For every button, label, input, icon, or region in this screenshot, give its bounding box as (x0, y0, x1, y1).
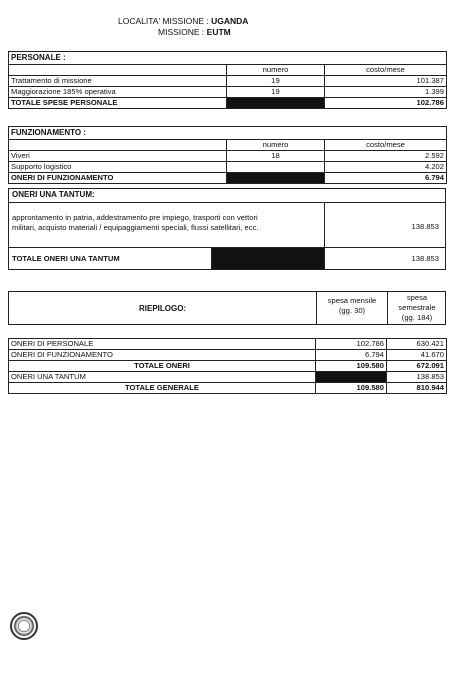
mission-location-line (118, 16, 248, 26)
redacted-block (212, 248, 324, 269)
personale-table (8, 51, 447, 109)
una-tantum-description (12, 213, 322, 233)
riepilogo-table (8, 338, 447, 394)
una-tantum-summary-sem: 138.853 (387, 372, 447, 383)
riepilogo-row-mensile: 6.794 (316, 350, 387, 361)
mission-value: EUTM (206, 27, 231, 37)
una-tantum-value-col-rule (324, 202, 325, 269)
riepilogo-col-mensile (317, 296, 387, 316)
riepilogo-col-sem-line: semestrale (398, 303, 436, 312)
riepilogo-row-mensile: 102.786 (316, 339, 387, 350)
funzionamento-row-numero (227, 162, 325, 173)
totale-oneri-mensile: 109.580 (316, 361, 387, 372)
una-tantum-title: ONERI UNA TANTUM: (12, 190, 95, 199)
totale-generale-label: TOTALE GENERALE (9, 383, 316, 394)
riepilogo-col-mensile-line: (gg. 30) (338, 306, 366, 315)
funzionamento-row-costo: 4.202 (325, 162, 447, 173)
funzionamento-total-value: 6.794 (325, 173, 447, 184)
riepilogo-row-label: ONERI DI FUNZIONAMENTO (9, 350, 316, 361)
riepilogo-header-box (8, 291, 446, 325)
official-seal-stamp (10, 612, 38, 640)
riepilogo-col-sem-line: (gg. 184) (401, 313, 433, 322)
riepilogo-col-semestrale (388, 293, 446, 323)
personale-total-label: TOTALE SPESE PERSONALE (9, 98, 227, 109)
funzionamento-table (8, 126, 447, 184)
funzionamento-row-numero: 18 (227, 151, 325, 162)
riepilogo-row-sem: 630.421 (387, 339, 447, 350)
redacted-block (227, 98, 325, 109)
funzionamento-col-costo: costo/mese (325, 140, 447, 151)
totale-oneri-sem: 672.091 (387, 361, 447, 372)
personale-row-label: Trattamento di missione (9, 76, 227, 87)
riepilogo-row-label: ONERI DI PERSONALE (9, 339, 316, 350)
mission-name-line (158, 27, 231, 37)
location-value: UGANDA (211, 16, 249, 26)
riepilogo-row-sem: 41.670 (387, 350, 447, 361)
totale-generale-mensile: 109.580 (316, 383, 387, 394)
totale-oneri-label: TOTALE ONERI (9, 361, 316, 372)
funzionamento-title: FUNZIONAMENTO : (9, 127, 447, 140)
riepilogo-title: RIEPILOGO: (139, 304, 187, 313)
totale-generale-sem: 810.944 (387, 383, 447, 394)
una-tantum-box (8, 188, 446, 270)
una-tantum-total-value: 138.853 (411, 254, 439, 263)
una-tantum-desc-line: militari, acquisto materiali / equipaggiamenti speciali, flussi satellitari, ecc. (12, 223, 259, 232)
personale-title: PERSONALE : (9, 52, 447, 65)
riepilogo-col-sem-line: spesa (406, 293, 428, 302)
personale-row-numero: 19 (227, 76, 325, 87)
location-label: LOCALITA' MISSIONE : (118, 16, 209, 26)
una-tantum-summary-label: ONERI UNA TANTUM (9, 372, 316, 383)
personale-total-value: 102.786 (325, 98, 447, 109)
personale-row-label: Maggiorazione 185% operativa (9, 87, 227, 98)
redacted-block (227, 173, 325, 184)
funzionamento-row-costo: 2.592 (325, 151, 447, 162)
funzionamento-row-label: Supporto logistico (9, 162, 227, 173)
funzionamento-col-numero: numero (227, 140, 325, 151)
riepilogo-col-mensile-line: spesa mensile (327, 296, 377, 305)
funzionamento-row-label: Viveri (9, 151, 227, 162)
personale-col-costo: costo/mese (325, 65, 447, 76)
personale-row-numero: 19 (227, 87, 325, 98)
personale-row-costo: 1.399 (325, 87, 447, 98)
personale-col-numero: numero (227, 65, 325, 76)
funzionamento-total-label: ONERI DI FUNZIONAMENTO (9, 173, 227, 184)
personale-row-costo: 101.387 (325, 76, 447, 87)
una-tantum-desc-line: approntamento in patria, addestramento pre impiego, trasporti con vettori (12, 213, 258, 222)
redacted-block (316, 372, 387, 383)
una-tantum-desc-value: 138.853 (411, 222, 439, 231)
una-tantum-total-label: TOTALE ONERI UNA TANTUM (12, 254, 120, 263)
mission-label: MISSIONE : (158, 27, 205, 37)
una-tantum-title-rule (9, 202, 445, 203)
